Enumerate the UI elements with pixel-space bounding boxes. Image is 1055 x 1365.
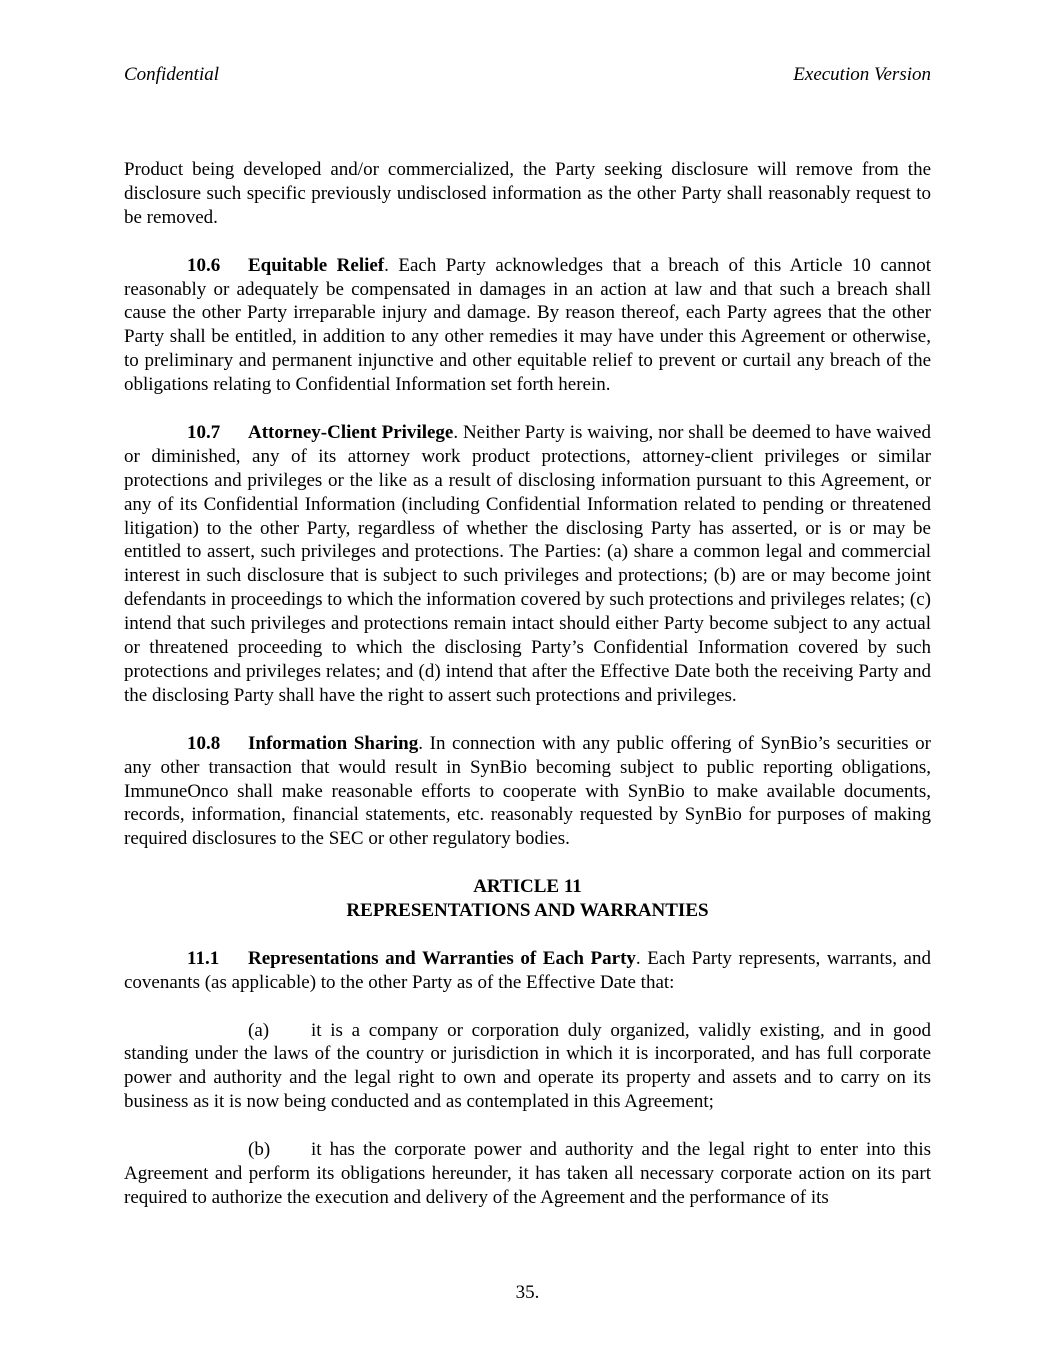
document-body	[124, 158, 931, 1234]
header-execution-version: Execution Version	[793, 64, 931, 85]
section-10-8	[124, 732, 931, 852]
section-number: 10.6	[187, 254, 221, 276]
item-label: (a)	[248, 1019, 270, 1041]
section-title: Representations and Warranties of Each Party	[248, 947, 636, 969]
article-title: REPRESENTATIONS AND WARRANTIES	[346, 900, 709, 922]
section-text: . Each Party acknowledges that a breach of this Article 10 cannot reasonably or adequately be compensated in damages in an action at law and that such a breach shall cause the other Party irreparable injury and damage. By reason thereof, each Party agrees that the other Party shall be entitled, in addition to any other remedies it may have under this Agreement or otherwise, to preliminary and permanent injunctive and other equitable relief to prevent or curtail any breach of the obligations relating to Confidential Information set forth herein.	[124, 254, 931, 396]
item-label: (b)	[248, 1139, 271, 1161]
section-10-6	[124, 254, 931, 397]
section-text: . Each Party represents, warrants, and covenants (as applicable) to the other Party as of the Effective Date that:	[124, 947, 931, 993]
section-number: 10.7	[187, 421, 221, 443]
section-title: Attorney-Client Privilege	[248, 421, 454, 443]
item-a	[124, 1019, 931, 1115]
item-b	[124, 1138, 931, 1210]
continuation-paragraph	[124, 158, 931, 230]
section-10-7	[124, 421, 931, 708]
page-number: 35.	[515, 1282, 540, 1303]
section-text: . Neither Party is waiving, nor shall be deemed to have waived or diminished, any of its attorney work product protections, attorney-client privileges or similar protections and privileges or the like as a result of disclosing information pursuant to this Agreement, or any of its Confidential Information (including Confidential Information related to pending or threatened litigation) to the other Party, regardless of whether the disclosing Party has asserted, or is or may be entitled to assert, such privileges and protections. The Parties: (a) share a common legal and commercial interest in such disclosure that is subject to such privileges and protections; (b) are or may become joint defendants in proceedings to which the information covered by such protections and privileges relates; (c) intend that such privileges and protections remain intact should either Party become subject to any actual or threatened proceeding to which the disclosing Party’s Confidential Information covered by such protections and privileges relates; and (d) intend that after the Effective Date both the receiving Party and the disclosing Party shall have the right to assert such protections and privileges.	[124, 421, 931, 706]
section-number: 10.8	[187, 732, 221, 754]
section-title: Equitable Relief	[248, 254, 385, 276]
item-text: it is a company or corporation duly organized, validly existing, and in good standing under the laws of the country or jurisdiction in which it is incorporated, and has full corporate power and authority and the legal right to own and operate its property and assets and to carry on its business as it is now being conducted and as contemplated in this Agreement;	[124, 1019, 931, 1113]
article-heading	[124, 875, 931, 923]
section-title: Information Sharing	[248, 732, 419, 754]
header-confidential: Confidential	[124, 64, 219, 85]
continuation-text: Product being developed and/or commercialized, the Party seeking disclosure will remove from the disclosure such specific previously undisclosed information as the other Party shall reasonably request to be removed.	[124, 159, 931, 228]
section-11-1	[124, 947, 931, 995]
section-text: . In connection with any public offering of SynBio’s securities or any other transaction that would result in SynBio becoming subject to public reporting obligations, ImmuneOnco shall make reasonable efforts to cooperate with SynBio to make available documents, records, information, financial statements, etc. reasonably requested by SynBio for purposes of making required disclosures to the SEC or other regulatory bodies.	[124, 732, 931, 850]
item-text: it has the corporate power and authority and the legal right to enter into this Agreement and perform its obligations hereunder, it has taken all necessary corporate action on its part required to authorize the execution and delivery of the Agreement and the performance of its	[124, 1139, 931, 1208]
section-number: 11.1	[187, 947, 220, 969]
article-number: ARTICLE 11	[473, 876, 582, 898]
